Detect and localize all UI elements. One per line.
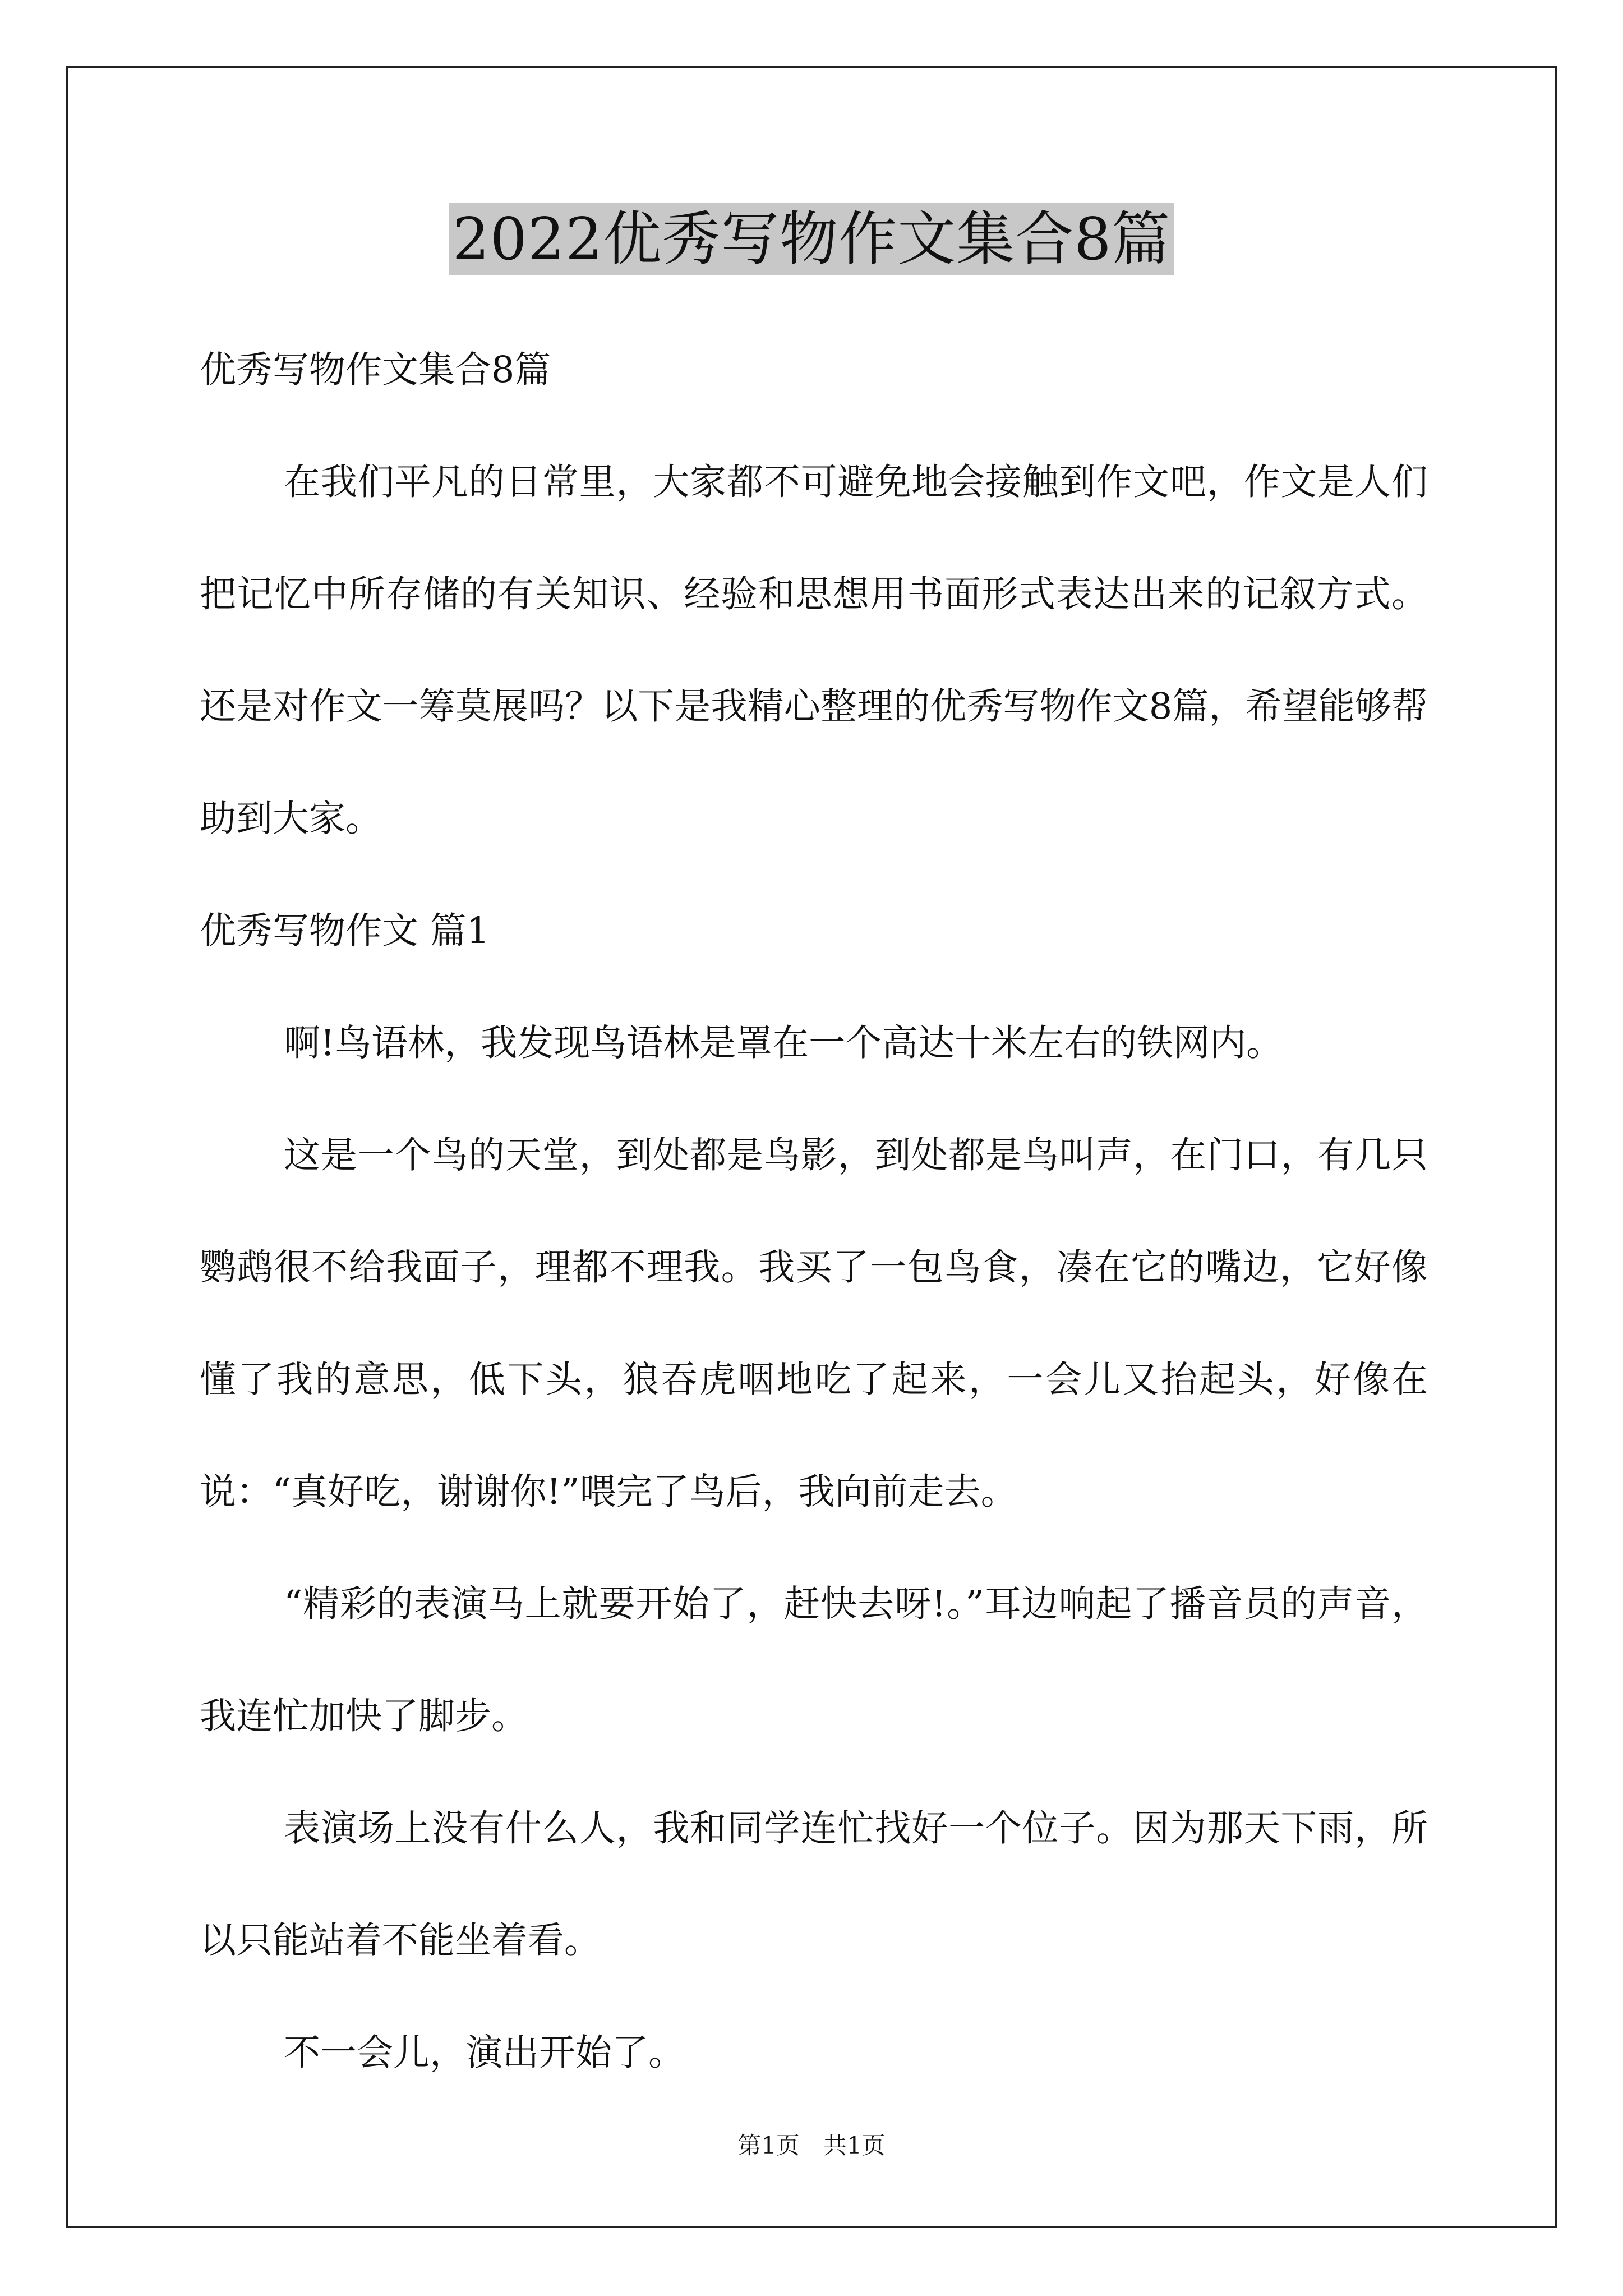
paragraph-intro: 在我们平凡的日常里，大家都不可避免地会接触到作文吧，作文是人们把记忆中所存储的有关知识、经验和思想用书面形式表达出来的记叙方式。还是对作文一筹莫展吗？以下是我精心整理的优秀写物作文8篇，希望能够帮助到大家。 [200, 461, 1428, 840]
paragraph-subtitle: 优秀写物作文集合8篇 [200, 349, 551, 391]
paragraph-section-heading: 优秀写物作文 篇1 [200, 910, 490, 952]
document-title: 2022优秀写物作文集合8篇 [449, 203, 1174, 275]
paragraph-body: “精彩的表演马上就要开始了，赶快去呀!。”耳边响起了播音员的声音，我连忙加快了脚步。 [200, 1583, 1428, 1737]
document-body [200, 314, 1428, 2109]
paragraph-body: 啊!鸟语林，我发现鸟语林是罩在一个高达十米左右的铁网内。 [284, 1022, 1283, 1064]
paragraph-body: 表演场上没有什么人，我和同学连忙找好一个位子。因为那天下雨，所以只能站着不能坐着看。 [200, 1807, 1428, 1962]
paragraph-body: 这是一个鸟的天堂，到处都是鸟影，到处都是鸟叫声，在门口，有几只鹦鹉很不给我面子，理都不理我。我买了一包鸟食，凑在它的嘴边，它好像懂了我的意思，低下头，狼吞虎咽地吃了起来，一会儿又抬起头，好像在说：“真好吃，谢谢你!”喂完了鸟后，我向前走去。 [200, 1134, 1428, 1513]
paragraph-body: 不一会儿，演出开始了。 [284, 2032, 685, 2074]
page-footer: 第1页 共1页 [737, 2132, 886, 2159]
title-container [0, 203, 1623, 275]
